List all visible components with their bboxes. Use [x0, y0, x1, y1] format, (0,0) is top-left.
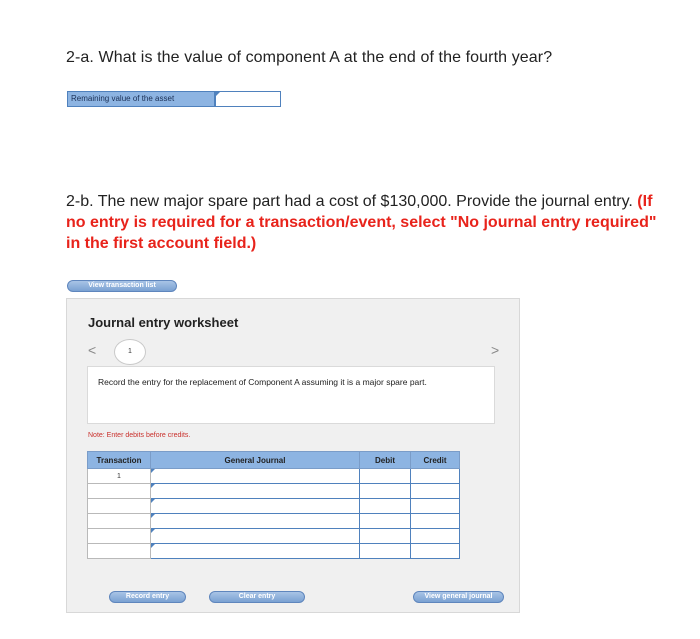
credit-input[interactable] — [411, 544, 460, 559]
transaction-cell — [88, 514, 151, 529]
worksheet-note: Note: Enter debits before credits. — [88, 432, 191, 439]
input-marker-icon — [216, 92, 220, 96]
debit-input[interactable] — [360, 469, 411, 484]
question-2b — [66, 191, 666, 254]
debit-input[interactable] — [360, 514, 411, 529]
credit-input[interactable] — [411, 499, 460, 514]
debit-input[interactable] — [360, 529, 411, 544]
remaining-value-row — [67, 91, 281, 107]
col-transaction: Transaction — [88, 452, 151, 469]
table-row — [88, 484, 460, 499]
journal-entry-worksheet — [66, 298, 520, 613]
worksheet-title: Journal entry worksheet — [88, 315, 239, 330]
remaining-value-label: Remaining value of the asset — [67, 91, 215, 107]
remaining-value-input[interactable] — [215, 91, 281, 107]
credit-input[interactable] — [411, 484, 460, 499]
col-debit: Debit — [360, 452, 411, 469]
clear-entry-button[interactable]: Clear entry — [209, 591, 305, 603]
transaction-cell: 1 — [88, 469, 151, 484]
next-entry-icon[interactable]: > — [491, 342, 500, 358]
page-indicator[interactable]: 1 — [114, 339, 146, 365]
table-row — [88, 469, 460, 484]
debit-input[interactable] — [360, 544, 411, 559]
table-row — [88, 544, 460, 559]
previous-entry-icon[interactable]: < — [88, 342, 97, 358]
account-input[interactable] — [151, 499, 360, 514]
transaction-cell — [88, 529, 151, 544]
debit-input[interactable] — [360, 484, 411, 499]
table-row — [88, 514, 460, 529]
account-input[interactable] — [151, 544, 360, 559]
question-2b-instruction: (If no entry is required for a transaction/event, select "No journal entry required" in the first account field.) — [66, 193, 657, 252]
credit-input[interactable] — [411, 469, 460, 484]
col-general-journal: General Journal — [151, 452, 360, 469]
dropdown-marker-icon — [151, 484, 155, 488]
dropdown-marker-icon — [151, 544, 155, 548]
question-2a: 2-a. What is the value of component A at the end of the fourth year? — [66, 49, 553, 66]
journal-table — [87, 451, 460, 559]
dropdown-marker-icon — [151, 514, 155, 518]
transaction-cell — [88, 499, 151, 514]
view-transaction-list-button[interactable]: View transaction list — [67, 280, 177, 292]
worksheet-instruction: Record the entry for the replacement of Component A assuming it is a major spare part. — [87, 366, 495, 424]
account-input[interactable] — [151, 469, 360, 484]
credit-input[interactable] — [411, 529, 460, 544]
dropdown-marker-icon — [151, 469, 155, 473]
dropdown-marker-icon — [151, 499, 155, 503]
dropdown-marker-icon — [151, 529, 155, 533]
record-entry-button[interactable]: Record entry — [109, 591, 186, 603]
table-row — [88, 529, 460, 544]
debit-input[interactable] — [360, 499, 411, 514]
credit-input[interactable] — [411, 514, 460, 529]
col-credit: Credit — [411, 452, 460, 469]
account-input[interactable] — [151, 514, 360, 529]
table-row — [88, 499, 460, 514]
transaction-cell — [88, 544, 151, 559]
account-input[interactable] — [151, 529, 360, 544]
question-2b-text: 2-b. The new major spare part had a cost of $130,000. Provide the journal entry. — [66, 193, 638, 210]
transaction-cell — [88, 484, 151, 499]
account-input[interactable] — [151, 484, 360, 499]
view-general-journal-button[interactable]: View general journal — [413, 591, 504, 603]
